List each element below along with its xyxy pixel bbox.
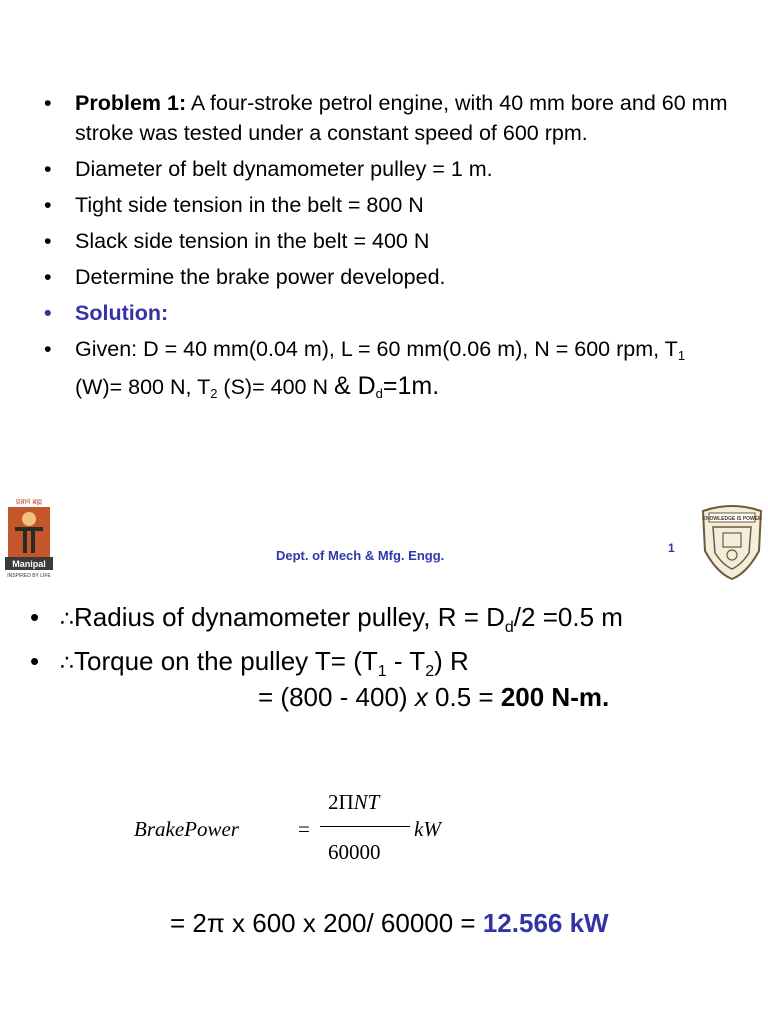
institute-crest-logo	[697, 503, 767, 581]
logo-tagline: INSPIRED BY LIFE	[7, 573, 51, 579]
formula-equals: =	[298, 817, 310, 841]
final-result-line: = 2π x 600 x 200/ 60000 = 12.566 kW	[170, 908, 609, 938]
bullet-solution-heading: • Solution:	[44, 301, 169, 325]
fraction-bar	[320, 826, 410, 827]
formula-lhs: BrakePower	[134, 817, 239, 841]
slide-2	[0, 590, 768, 1024]
brake-power-result: 12.566 kW	[482, 908, 609, 938]
formula-denominator: 60000	[328, 840, 381, 864]
footer-department: Dept. of Mech & Mfg. Engg.	[276, 548, 445, 563]
problem-bullet-list	[44, 88, 734, 415]
logo-top-text: प्रज्ञानं ब्रह्म	[16, 498, 42, 506]
brake-power-formula	[134, 790, 474, 870]
page-number: 1	[668, 541, 675, 555]
problem-label: Problem 1:	[75, 91, 187, 115]
crest-banner-text: KNOWLEDGE IS POWER	[702, 516, 762, 522]
radius-line: • ∴Radius of dynamometer pulley, $R = D_d/2 =0.5$ m	[30, 602, 623, 636]
bullet-tight-side-tension: • Tight side tension in the belt = 800 N	[44, 193, 424, 217]
torque-value-line: = (800 - 400) x 0.5 = 200 N-m.	[258, 682, 610, 712]
bullet-given-values: • Given: D = 40 mm(0.04 m), L = 60 mm(0.06 m), N = 600 rpm, $T_1$ (W)= 800 N, $T_2$ (S)= 400 N & $D_d=1m$.	[44, 337, 686, 401]
bullet-determine: • Determine the brake power developed.	[44, 265, 446, 289]
torque-result: 200 N-m.	[500, 682, 610, 712]
problem-text: A four-stroke petrol engine, with 40 mm bore and 60 mm stroke was tested under a constant speed of 600 rpm.	[75, 91, 728, 145]
torque-line: • ∴Torque on the pulley $T= (T_1 - T_2)$ R	[30, 646, 469, 680]
logo-manipal-text: Manipal	[12, 559, 46, 569]
manipal-logo	[5, 497, 53, 579]
bullet-pulley-diameter: • Diameter of belt dynamometer pulley = 1 m.	[44, 157, 493, 181]
formula-unit: kW	[414, 817, 441, 841]
formula-numerator: 2ΠNT	[328, 790, 380, 814]
bullet-problem-statement: • Problem 1: A four-stroke petrol engine, with 40 mm bore and 60 mm stroke was tested under a constant speed of 600 rpm.	[44, 91, 728, 145]
bullet-slack-side-tension: • Slack side tension in the belt = 400 N	[44, 229, 430, 253]
